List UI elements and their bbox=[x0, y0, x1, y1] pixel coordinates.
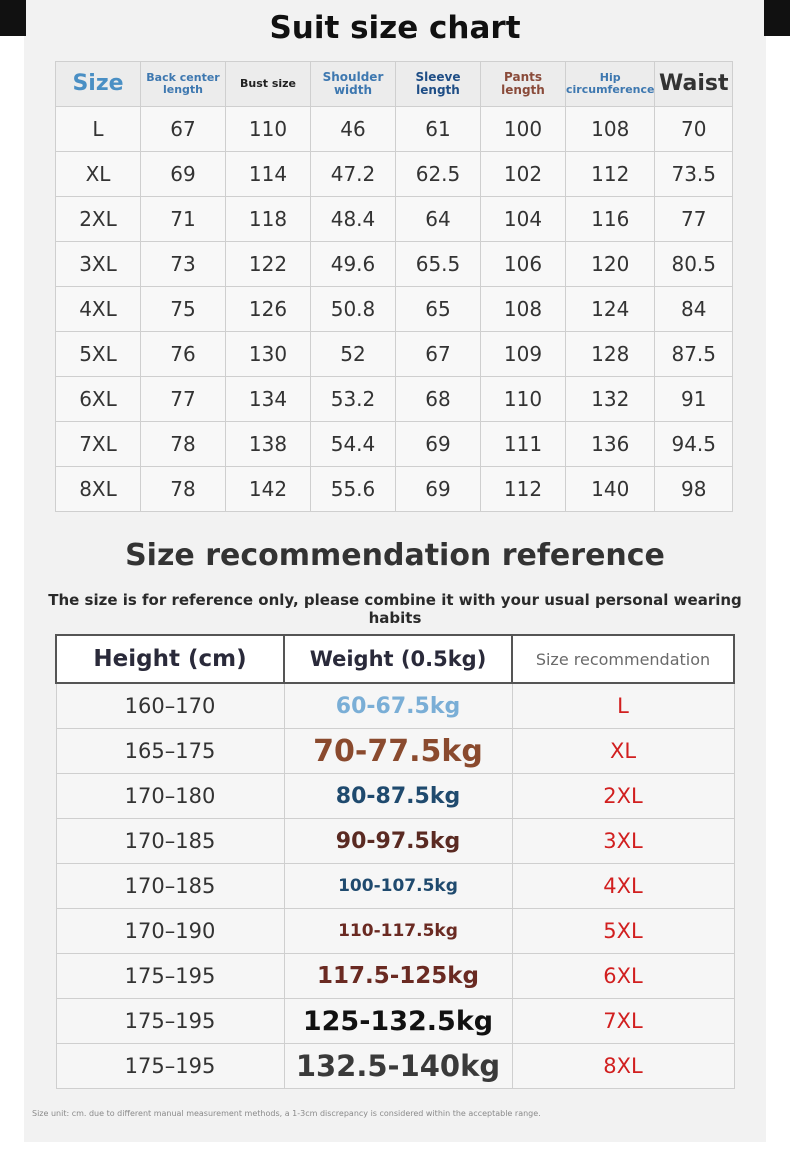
table-row bbox=[56, 864, 734, 909]
suit-size-table bbox=[55, 61, 733, 512]
cell-bust-size: 126 bbox=[226, 287, 311, 332]
cell-weight: 125-132.5kg bbox=[284, 999, 512, 1044]
header-size-recommendation: Size recommendation bbox=[512, 635, 734, 683]
cell-sleeve-length: 65 bbox=[396, 287, 481, 332]
cell-shoulder-width: 49.6 bbox=[311, 242, 396, 287]
cell-shoulder-width: 47.2 bbox=[311, 152, 396, 197]
cell-back-center-length: 76 bbox=[141, 332, 226, 377]
cell-weight: 60-67.5kg bbox=[284, 683, 512, 729]
header-shoulder-width: Shoulder width bbox=[311, 62, 396, 107]
cell-bust-size: 122 bbox=[226, 242, 311, 287]
header-waist: Waist bbox=[655, 62, 733, 107]
cell-height: 170–190 bbox=[56, 909, 284, 954]
cell-sleeve-length: 69 bbox=[396, 422, 481, 467]
cell-weight: 132.5-140kg bbox=[284, 1044, 512, 1089]
table-row bbox=[56, 683, 734, 729]
table-row bbox=[56, 422, 733, 467]
cell-sleeve-length: 65.5 bbox=[396, 242, 481, 287]
table-row bbox=[56, 729, 734, 774]
cell-size: XL bbox=[56, 152, 141, 197]
cell-shoulder-width: 53.2 bbox=[311, 377, 396, 422]
cell-bust-size: 134 bbox=[226, 377, 311, 422]
cell-size-recommendation: 7XL bbox=[512, 999, 734, 1044]
cell-pants-length: 100 bbox=[481, 107, 566, 152]
cell-sleeve-length: 61 bbox=[396, 107, 481, 152]
cell-height: 175–195 bbox=[56, 954, 284, 999]
cell-waist: 91 bbox=[655, 377, 733, 422]
cell-size-recommendation: XL bbox=[512, 729, 734, 774]
cell-back-center-length: 67 bbox=[141, 107, 226, 152]
cell-hip-circumference: 112 bbox=[566, 152, 655, 197]
cell-shoulder-width: 54.4 bbox=[311, 422, 396, 467]
size-recommendation-table bbox=[55, 634, 735, 1089]
cell-size: L bbox=[56, 107, 141, 152]
header-weight: Weight (0.5kg) bbox=[284, 635, 512, 683]
suit-size-header-row bbox=[56, 62, 733, 107]
cell-back-center-length: 71 bbox=[141, 197, 226, 242]
cell-waist: 73.5 bbox=[655, 152, 733, 197]
cell-waist: 87.5 bbox=[655, 332, 733, 377]
cell-pants-length: 109 bbox=[481, 332, 566, 377]
cell-hip-circumference: 140 bbox=[566, 467, 655, 512]
cell-height: 175–195 bbox=[56, 1044, 284, 1089]
cell-back-center-length: 78 bbox=[141, 422, 226, 467]
cell-weight: 110-117.5kg bbox=[284, 909, 512, 954]
cell-sleeve-length: 69 bbox=[396, 467, 481, 512]
cell-weight: 117.5-125kg bbox=[284, 954, 512, 999]
cell-pants-length: 110 bbox=[481, 377, 566, 422]
cell-size-recommendation: 2XL bbox=[512, 774, 734, 819]
table-row bbox=[56, 152, 733, 197]
suit-chart-title: Suit size chart bbox=[269, 10, 521, 46]
cell-size-recommendation: 3XL bbox=[512, 819, 734, 864]
cell-sleeve-length: 62.5 bbox=[396, 152, 481, 197]
header-hip-circumference: Hip circumference bbox=[566, 62, 655, 107]
cell-waist: 84 bbox=[655, 287, 733, 332]
cell-waist: 80.5 bbox=[655, 242, 733, 287]
table-row bbox=[56, 242, 733, 287]
header-height: Height (cm) bbox=[56, 635, 284, 683]
cell-size-recommendation: 8XL bbox=[512, 1044, 734, 1089]
cell-sleeve-length: 64 bbox=[396, 197, 481, 242]
cell-shoulder-width: 55.6 bbox=[311, 467, 396, 512]
cell-bust-size: 130 bbox=[226, 332, 311, 377]
cell-shoulder-width: 52 bbox=[311, 332, 396, 377]
cell-pants-length: 112 bbox=[481, 467, 566, 512]
cell-size: 3XL bbox=[56, 242, 141, 287]
table-row bbox=[56, 107, 733, 152]
recommendation-subtitle: The size is for reference only, please combine it with your usual personal wearing habits bbox=[48, 591, 742, 627]
cell-bust-size: 110 bbox=[226, 107, 311, 152]
cell-pants-length: 111 bbox=[481, 422, 566, 467]
cell-hip-circumference: 120 bbox=[566, 242, 655, 287]
cell-waist: 98 bbox=[655, 467, 733, 512]
cell-weight: 100-107.5kg bbox=[284, 864, 512, 909]
cell-hip-circumference: 116 bbox=[566, 197, 655, 242]
cell-size: 7XL bbox=[56, 422, 141, 467]
table-row bbox=[56, 774, 734, 819]
cell-shoulder-width: 48.4 bbox=[311, 197, 396, 242]
cell-pants-length: 106 bbox=[481, 242, 566, 287]
table-row bbox=[56, 819, 734, 864]
cell-sleeve-length: 68 bbox=[396, 377, 481, 422]
cell-back-center-length: 73 bbox=[141, 242, 226, 287]
cell-hip-circumference: 128 bbox=[566, 332, 655, 377]
table-row bbox=[56, 332, 733, 377]
cell-bust-size: 142 bbox=[226, 467, 311, 512]
cell-bust-size: 138 bbox=[226, 422, 311, 467]
cell-size-recommendation: 4XL bbox=[512, 864, 734, 909]
table-row bbox=[56, 999, 734, 1044]
table-row bbox=[56, 197, 733, 242]
cell-size: 6XL bbox=[56, 377, 141, 422]
cell-size: 2XL bbox=[56, 197, 141, 242]
corner-decoration-right bbox=[764, 0, 790, 36]
table-row bbox=[56, 377, 733, 422]
cell-pants-length: 104 bbox=[481, 197, 566, 242]
cell-sleeve-length: 67 bbox=[396, 332, 481, 377]
header-sleeve-length: Sleeve length bbox=[396, 62, 481, 107]
cell-back-center-length: 77 bbox=[141, 377, 226, 422]
recommendation-title: Size recommendation reference bbox=[125, 538, 665, 573]
cell-hip-circumference: 124 bbox=[566, 287, 655, 332]
cell-hip-circumference: 132 bbox=[566, 377, 655, 422]
cell-waist: 70 bbox=[655, 107, 733, 152]
cell-height: 170–185 bbox=[56, 819, 284, 864]
cell-size-recommendation: L bbox=[512, 683, 734, 729]
cell-size: 5XL bbox=[56, 332, 141, 377]
cell-bust-size: 114 bbox=[226, 152, 311, 197]
cell-weight: 80-87.5kg bbox=[284, 774, 512, 819]
cell-size-recommendation: 5XL bbox=[512, 909, 734, 954]
cell-back-center-length: 69 bbox=[141, 152, 226, 197]
table-row bbox=[56, 909, 734, 954]
cell-height: 160–170 bbox=[56, 683, 284, 729]
cell-shoulder-width: 50.8 bbox=[311, 287, 396, 332]
cell-hip-circumference: 108 bbox=[566, 107, 655, 152]
cell-back-center-length: 75 bbox=[141, 287, 226, 332]
cell-bust-size: 118 bbox=[226, 197, 311, 242]
header-back-center-length: Back center length bbox=[141, 62, 226, 107]
cell-shoulder-width: 46 bbox=[311, 107, 396, 152]
cell-pants-length: 102 bbox=[481, 152, 566, 197]
table-row bbox=[56, 954, 734, 999]
table-row bbox=[56, 287, 733, 332]
cell-size: 4XL bbox=[56, 287, 141, 332]
header-pants-length: Pants length bbox=[481, 62, 566, 107]
recommendation-header-row bbox=[56, 635, 734, 683]
cell-hip-circumference: 136 bbox=[566, 422, 655, 467]
cell-height: 175–195 bbox=[56, 999, 284, 1044]
footnote: Size unit: cm. due to different manual measurement methods, a 1-3cm discrepancy is considered within the acceptable range. bbox=[32, 1109, 541, 1118]
cell-size: 8XL bbox=[56, 467, 141, 512]
table-row bbox=[56, 1044, 734, 1089]
cell-weight: 90-97.5kg bbox=[284, 819, 512, 864]
cell-size-recommendation: 6XL bbox=[512, 954, 734, 999]
header-size: Size bbox=[56, 62, 141, 107]
cell-height: 170–185 bbox=[56, 864, 284, 909]
cell-height: 165–175 bbox=[56, 729, 284, 774]
cell-back-center-length: 78 bbox=[141, 467, 226, 512]
header-bust-size: Bust size bbox=[226, 62, 311, 107]
cell-weight: 70-77.5kg bbox=[284, 729, 512, 774]
table-row bbox=[56, 467, 733, 512]
cell-height: 170–180 bbox=[56, 774, 284, 819]
corner-decoration-left bbox=[0, 0, 26, 36]
cell-waist: 94.5 bbox=[655, 422, 733, 467]
cell-pants-length: 108 bbox=[481, 287, 566, 332]
cell-waist: 77 bbox=[655, 197, 733, 242]
